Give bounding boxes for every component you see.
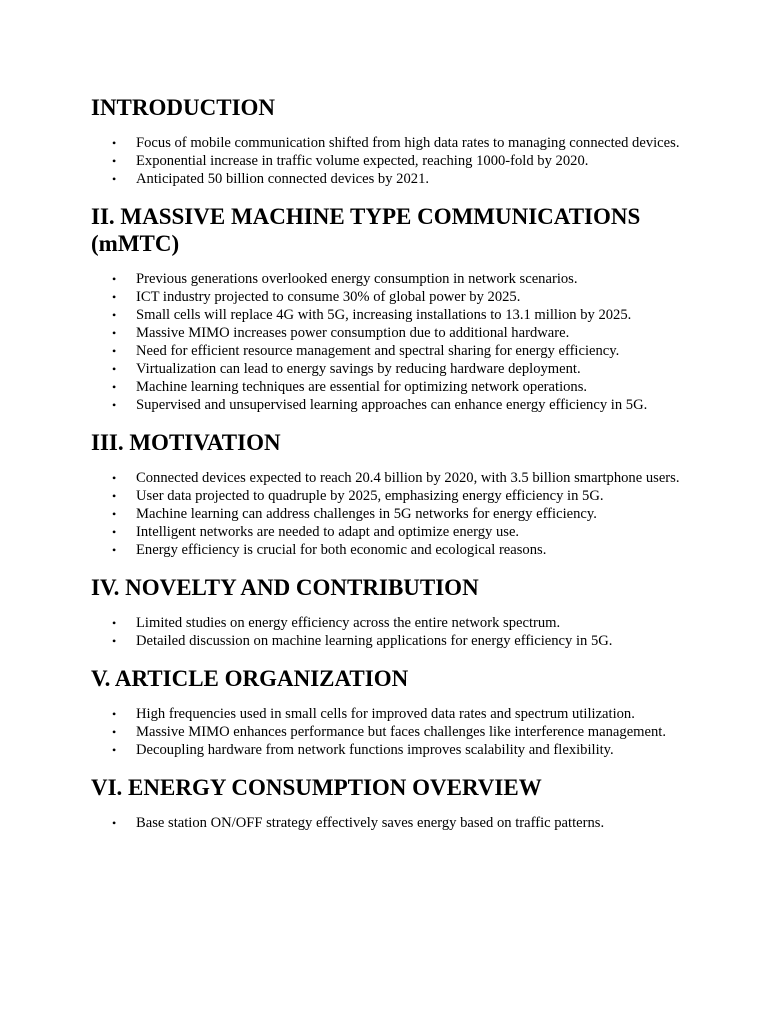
bullet-icon: • bbox=[112, 326, 117, 340]
list-item-text: Focus of mobile communication shifted from high data rates to managing connected devices. bbox=[136, 135, 680, 151]
list-item bbox=[112, 723, 708, 741]
bullet-icon: • bbox=[112, 634, 117, 648]
list-item-text: ICT industry projected to consume 30% of global power by 2025. bbox=[136, 289, 521, 305]
bullet-icon: • bbox=[112, 725, 117, 739]
list-item bbox=[112, 705, 708, 723]
list-item-text: Small cells will replace 4G with 5G, increasing installations to 13.1 million by 2025. bbox=[136, 307, 632, 323]
bullet-icon: • bbox=[112, 154, 117, 168]
bullet-list bbox=[91, 270, 708, 414]
list-item bbox=[112, 306, 708, 324]
bullet-icon: • bbox=[112, 816, 117, 830]
bullet-list bbox=[91, 614, 708, 650]
list-item-text: Detailed discussion on machine learning applications for energy efficiency in 5G. bbox=[136, 633, 613, 649]
bullet-icon: • bbox=[112, 344, 117, 358]
bullet-icon: • bbox=[112, 616, 117, 630]
bullet-icon: • bbox=[112, 172, 117, 186]
list-item-text: Massive MIMO enhances performance but faces challenges like interference management. bbox=[136, 724, 667, 740]
section-energy-consumption bbox=[91, 774, 708, 832]
list-item bbox=[112, 632, 708, 650]
list-item bbox=[112, 614, 708, 632]
bullet-icon: • bbox=[112, 471, 117, 485]
bullet-icon: • bbox=[112, 136, 117, 150]
list-item-text: Massive MIMO increases power consumption due to additional hardware. bbox=[136, 325, 570, 341]
list-item bbox=[112, 523, 708, 541]
section-article-organization bbox=[91, 665, 708, 759]
list-item-text: Connected devices expected to reach 20.4 billion by 2020, with 3.5 billion smartphone users. bbox=[136, 470, 680, 486]
bullet-list bbox=[91, 469, 708, 559]
section-introduction bbox=[91, 94, 708, 188]
list-item-text: Base station ON/OFF strategy effectively saves energy based on traffic patterns. bbox=[136, 815, 605, 831]
list-item-text: Limited studies on energy efficiency across the entire network spectrum. bbox=[136, 615, 561, 631]
list-item bbox=[112, 378, 708, 396]
bullet-icon: • bbox=[112, 525, 117, 539]
bullet-icon: • bbox=[112, 707, 117, 721]
bullet-icon: • bbox=[112, 290, 117, 304]
list-item bbox=[112, 270, 708, 288]
list-item-text: Previous generations overlooked energy consumption in network scenarios. bbox=[136, 271, 578, 287]
list-item bbox=[112, 469, 708, 487]
list-item-text: Energy efficiency is crucial for both economic and ecological reasons. bbox=[136, 542, 547, 558]
bullet-list bbox=[91, 134, 708, 188]
list-item bbox=[112, 487, 708, 505]
list-item-text: Virtualization can lead to energy savings by reducing hardware deployment. bbox=[136, 361, 581, 377]
bullet-icon: • bbox=[112, 507, 117, 521]
list-item bbox=[112, 741, 708, 759]
list-item bbox=[112, 288, 708, 306]
list-item-text: Supervised and unsupervised learning approaches can enhance energy efficiency in 5G. bbox=[136, 397, 648, 413]
bullet-icon: • bbox=[112, 272, 117, 286]
list-item bbox=[112, 134, 708, 152]
bullet-icon: • bbox=[112, 398, 117, 412]
section-motivation bbox=[91, 429, 708, 559]
list-item bbox=[112, 342, 708, 360]
list-item bbox=[112, 324, 708, 342]
list-item bbox=[112, 541, 708, 559]
bullet-list bbox=[91, 705, 708, 759]
section-heading: INTRODUCTION bbox=[91, 95, 276, 120]
list-item bbox=[112, 396, 708, 414]
bullet-icon: • bbox=[112, 489, 117, 503]
section-novelty bbox=[91, 574, 708, 650]
list-item-text: Intelligent networks are needed to adapt and optimize energy use. bbox=[136, 524, 520, 540]
bullet-icon: • bbox=[112, 543, 117, 557]
list-item bbox=[112, 170, 708, 188]
bullet-list bbox=[91, 814, 708, 832]
list-item-text: Machine learning techniques are essential for optimizing network operations. bbox=[136, 379, 588, 395]
list-item-text: Need for efficient resource management and spectral sharing for energy efficiency. bbox=[136, 343, 620, 359]
bullet-icon: • bbox=[112, 380, 117, 394]
list-item-text: User data projected to quadruple by 2025, emphasizing energy efficiency in 5G. bbox=[136, 488, 604, 504]
section-heading: III. MOTIVATION bbox=[91, 430, 281, 455]
bullet-icon: • bbox=[112, 308, 117, 322]
section-heading: II. MASSIVE MACHINE TYPE COMMUNICATIONS (mMTC) bbox=[91, 204, 641, 256]
list-item bbox=[112, 152, 708, 170]
list-item-text: Exponential increase in traffic volume expected, reaching 1000-fold by 2020. bbox=[136, 153, 589, 169]
list-item-text: Machine learning can address challenges in 5G networks for energy efficiency. bbox=[136, 506, 597, 522]
list-item bbox=[112, 814, 708, 832]
list-item-text: Decoupling hardware from network functions improves scalability and flexibility. bbox=[136, 742, 614, 758]
section-heading: V. ARTICLE ORGANIZATION bbox=[91, 666, 409, 691]
list-item bbox=[112, 360, 708, 378]
list-item-text: High frequencies used in small cells for improved data rates and spectrum utilization. bbox=[136, 706, 635, 722]
list-item bbox=[112, 505, 708, 523]
section-heading: VI. ENERGY CONSUMPTION OVERVIEW bbox=[91, 775, 542, 800]
list-item-text: Anticipated 50 billion connected devices by 2021. bbox=[136, 171, 430, 187]
section-mmtc bbox=[91, 203, 708, 414]
bullet-icon: • bbox=[112, 362, 117, 376]
bullet-icon: • bbox=[112, 743, 117, 757]
section-heading: IV. NOVELTY AND CONTRIBUTION bbox=[91, 575, 479, 600]
